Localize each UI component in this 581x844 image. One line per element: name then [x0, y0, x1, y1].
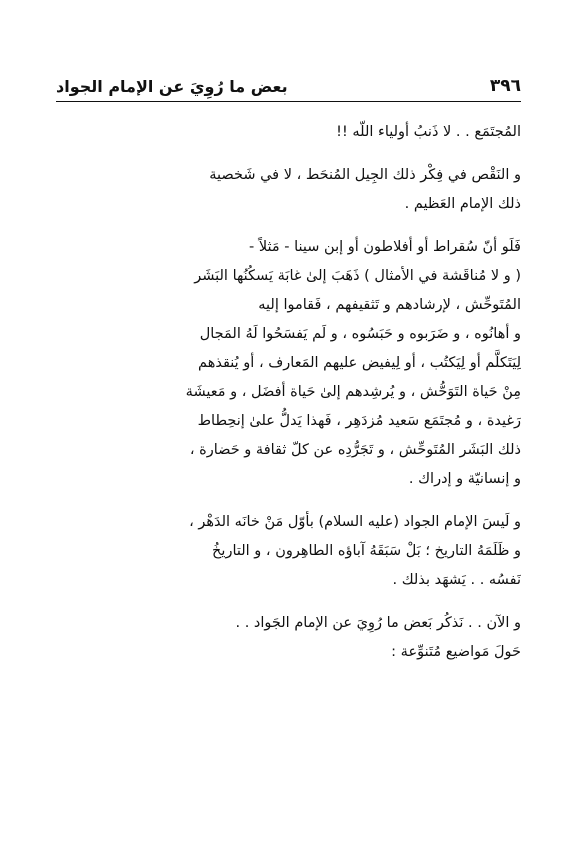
text-line: المُتَوحِّش ، لإرشادهم و تَثقيفهم ، فَقاموا إليه — [258, 297, 521, 313]
paragraph-gap — [66, 595, 521, 609]
page-number: ٣٩٦ — [489, 76, 521, 96]
text-line: نَفسُه . . يَشهَد بذلك . — [392, 572, 521, 588]
header-rule — [56, 101, 521, 102]
text-line: و النَقْص في فِكْر ذلك الجِيل المُنحَط ، لا في شَخصية — [209, 167, 521, 183]
running-header — [56, 66, 521, 96]
text-line: فَلَو أنّ سُقراط أو أفلاطون أو إبن سينا - مَثلاً - — [249, 239, 521, 255]
header-title: بعض ما رُوِيَ عن الإمام الجواد — [56, 77, 288, 96]
text-line: و أهانُوه ، و ضَرَبوه و حَبَسُوه ، و لَم يَفسَحُوا لَهُ المَجال — [199, 326, 521, 342]
text-line: و لَيسَ الإمام الجواد (عليه السلام) بأوّل مَنْ خانَه الدَهْر ، — [189, 514, 521, 530]
text-line: مِنْ حَياة التَوَحُّش ، و يُرشِدهم إلىٰ حَياة أفضَل ، و مَعيشَة — [185, 384, 521, 400]
paragraph-4 — [66, 508, 521, 595]
text-line: و إنسانيّة و إدراك . — [408, 471, 521, 487]
text-line: ذلك الإمام العَظيم . — [404, 196, 521, 212]
text-line: و الآن . . نَذكُر بَعض ما رُوِيَ عن الإمام الجَواد . . — [235, 615, 521, 631]
paragraph-gap — [66, 147, 521, 161]
paragraph-1 — [66, 118, 521, 147]
body-text — [66, 118, 521, 667]
text-line: حَولَ مَواضيع مُتَنوِّعة : — [391, 644, 521, 660]
paragraph-5 — [66, 609, 521, 667]
text-line: رَغيدة ، و مُجتَمَع سَعيد مُزدَهِر ، فَهذا يَدلُّ علىٰ إنحِطاط — [197, 413, 521, 429]
text-line: المُجتَمَع . . لا ذَنبُ أولياء اللّه !! — [336, 124, 521, 140]
text-line: ( و لا مُناقَشة في الأمثال ) ذَهَبَ إلىٰ غابَة يَسكُنُها البَشَر — [194, 268, 521, 284]
paragraph-3 — [66, 233, 521, 494]
text-line: لِيَتَكلَّم أو لِيَكتُب ، أو لِيفيض عليهم المَعارف ، أو يُنقذهم — [198, 355, 521, 371]
text-line: ذلك البَشَر المُتَوحِّش ، و تَجَرُّدِه عن كلّ ثقافة و حَضارة ، — [189, 442, 521, 458]
paragraph-gap — [66, 219, 521, 233]
paragraph-2 — [66, 161, 521, 219]
paragraph-gap — [66, 494, 521, 508]
text-line: و ظَلَمَهُ التاريخ ؛ بَلْ سَبَقَهُ آباؤه الطاهِرون ، و التاريخُ — [212, 543, 521, 559]
